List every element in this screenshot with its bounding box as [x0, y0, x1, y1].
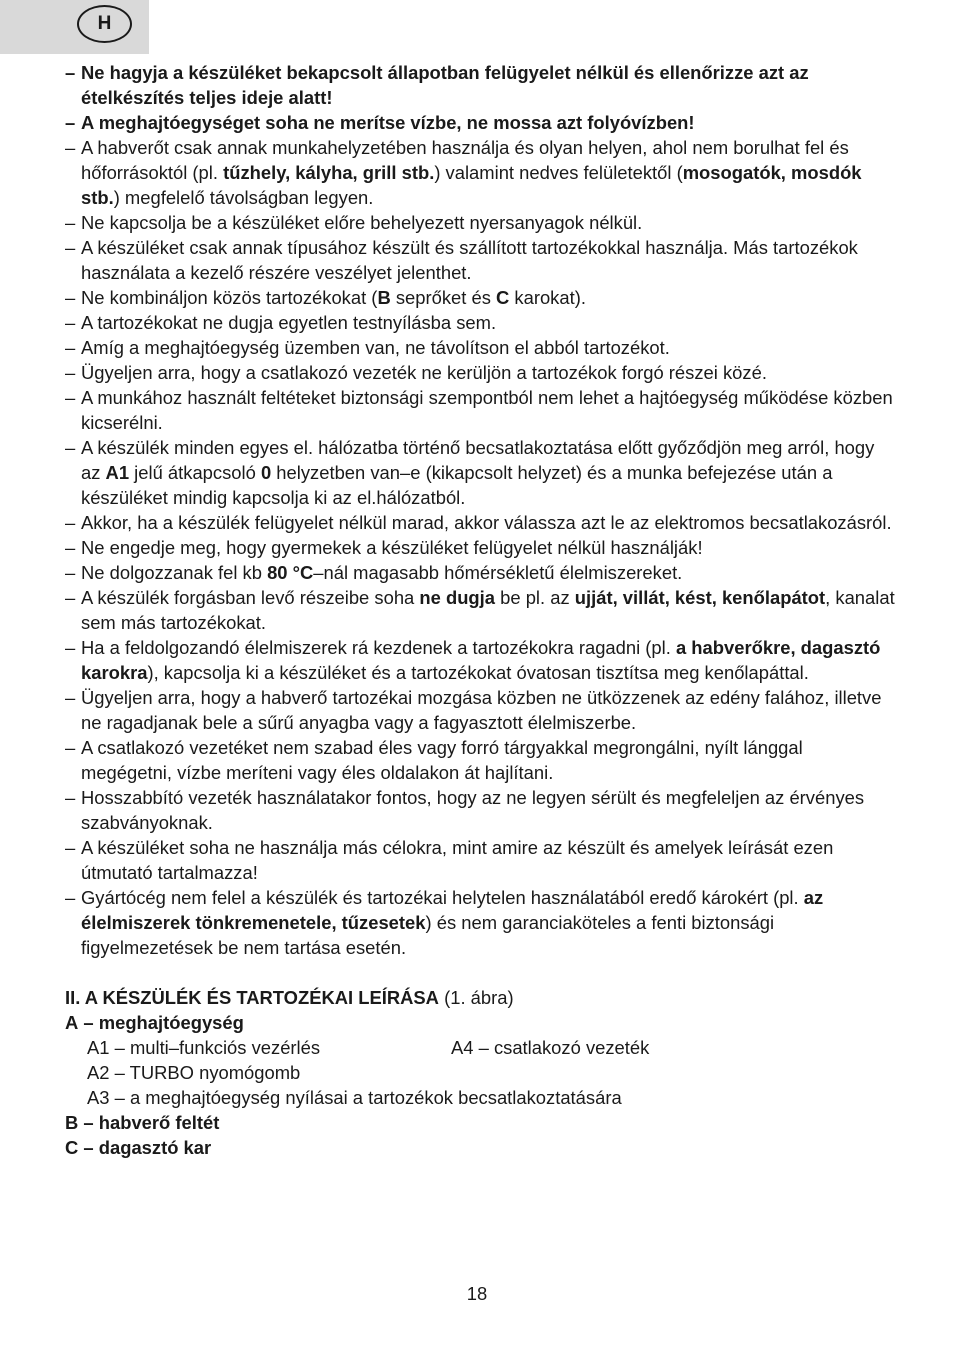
warning-text: jelű átkapcsoló [129, 462, 261, 483]
part-b-label: B [65, 1112, 79, 1133]
warning-text: ), kapcsolja ki a készüléket és a tartozékokat óvatosan tisztítsa meg kenőlapáttal. [147, 662, 809, 683]
bullet-dash: – [65, 887, 76, 908]
bullet-dash: – [65, 437, 76, 458]
bullet-dash: – [65, 587, 76, 608]
warning-item [65, 310, 895, 335]
bullet-dash: – [65, 537, 76, 558]
warning-text: karokat). [509, 287, 586, 308]
warning-emphasis: az élelmiszerek tönkremenetele, tűzesetek [81, 887, 824, 933]
bullet-dash: – [65, 137, 76, 158]
bullet-dash: – [65, 212, 76, 233]
warning-text: Amíg a meghajtóegység üzemben van, ne távolítson el abból tartozékot. [81, 337, 670, 358]
bullet-dash: – [65, 787, 76, 808]
warning-text: A készülék minden egyes el. hálózatba történő becsatlakoztatása előtt győződjön meg arról, hogy az [81, 437, 875, 483]
language-badge: H [77, 5, 132, 43]
warning-emphasis: ne dugja [419, 587, 496, 608]
bullet-dash: – [65, 237, 76, 258]
part-c-row [65, 1135, 895, 1160]
warning-item [65, 135, 895, 210]
bullet-dash: – [65, 337, 76, 358]
warning-item [65, 210, 895, 235]
bullet-dash: – [65, 287, 76, 308]
part-a1: A1 – multi–funkciós vezérlés [87, 1037, 321, 1058]
warning-item [65, 685, 895, 735]
warning-emphasis: mosogatók, mosdók stb. [81, 162, 862, 208]
parts-a1-a4-row [65, 1035, 895, 1060]
warning-text: Ne engedje meg, hogy gyermekek a készüléket felügyelet nélkül használják! [81, 537, 703, 558]
part-a-name: – meghajtóegység [83, 1012, 244, 1033]
warning-text: A készülék forgásban levő részeibe soha [81, 587, 420, 608]
warning-item [65, 60, 895, 110]
warning-emphasis: tűzhely, kályha, grill stb. [223, 162, 435, 183]
warning-item [65, 235, 895, 285]
warning-emphasis: Ne hagyja a készüléket bekapcsolt állapotban felügyelet nélkül és ellenőrizze azt az ételkészítés teljes ideje alatt! [81, 62, 809, 108]
warning-text: , kanalat sem más tartozékokat. [81, 587, 895, 633]
part-a-row [65, 1010, 895, 1035]
part-b-name: – habverő feltét [83, 1112, 220, 1133]
warning-text: A készüléket soha ne használja más célokra, mint amire az készült és amelyek leírását ezen útmutató tartalmazza! [81, 837, 834, 883]
safety-warnings-list [65, 60, 895, 960]
warning-text: ) valamint nedves felületektől ( [434, 162, 683, 183]
warning-text: Ne kombináljon közös tartozékokat ( [81, 287, 378, 308]
bullet-dash: – [65, 637, 76, 658]
warning-emphasis: ujját, villát, kést, kenőlapátot [574, 587, 826, 608]
bullet-dash: – [65, 62, 76, 83]
warning-item [65, 435, 895, 510]
warning-item [65, 785, 895, 835]
warning-item [65, 560, 895, 585]
bullet-dash: – [65, 737, 76, 758]
document-body [65, 60, 895, 1160]
warning-text: A habverőt csak annak munkahelyzetében használja és olyan helyen, ahol nem borulhat fel és hőforrásoktól (pl. [81, 137, 849, 183]
language-tab [0, 0, 149, 54]
warning-text: Ha a feldolgozandó élelmiszerek rá kezdenek a tartozékokra ragadni (pl. [81, 637, 676, 658]
part-a2: A2 – TURBO nyomógomb [87, 1062, 301, 1083]
bullet-dash: – [65, 112, 76, 133]
warning-text: ) és nem garanciaköteles a fenti biztonsági figyelmezetések be nem tartása esetén. [81, 912, 775, 958]
warning-emphasis: 0 [260, 462, 272, 483]
warning-item [65, 735, 895, 785]
warning-emphasis: 80 °C [267, 562, 314, 583]
warning-item [65, 360, 895, 385]
warning-emphasis: a habverőkre, dagasztó karokra [81, 637, 881, 683]
part-b-row [65, 1110, 895, 1135]
part-a3-row [65, 1085, 895, 1110]
figure-reference: (1. ábra) [444, 987, 514, 1008]
warning-text: ) megfelelő távolságban legyen. [113, 187, 374, 208]
bullet-dash: – [65, 512, 76, 533]
bullet-dash: – [65, 387, 76, 408]
warning-item [65, 385, 895, 435]
warning-text: Ne kapcsolja be a készüléket előre behelyezett nyersanyagok nélkül. [81, 212, 643, 233]
part-a3: A3 – a meghajtóegység nyílásai a tartozékok becsatlakoztatására [87, 1087, 622, 1108]
part-a4: A4 – csatlakozó vezeték [451, 1037, 650, 1058]
warning-text: seprőket és [390, 287, 497, 308]
warning-item [65, 635, 895, 685]
part-a2-row [65, 1060, 895, 1085]
warning-item [65, 335, 895, 360]
warning-item [65, 535, 895, 560]
warning-text: Akkor, ha a készülék felügyelet nélkül marad, akkor válassza azt le az elektromos becsatlakozásról. [81, 512, 892, 533]
section-heading [65, 985, 895, 1010]
part-c-label: C [65, 1137, 79, 1158]
warning-text: helyzetben van–e (kikapcsolt helyzet) és a munka befejezése után a készüléket mindig kapcsolja ki az el.hálózatból. [81, 462, 833, 508]
bullet-dash: – [65, 362, 76, 383]
warning-item [65, 835, 895, 885]
section-title: II. A KÉSZÜLÉK ÉS TARTOZÉKAI LEÍRÁSA [65, 987, 439, 1008]
bullet-dash: – [65, 312, 76, 333]
bullet-dash: – [65, 687, 76, 708]
part-a-label: A [65, 1012, 79, 1033]
warning-text: be pl. az [495, 587, 575, 608]
warning-text: –nál magasabb hőmérsékletű élelmiszereket. [313, 562, 683, 583]
warning-text: Ügyeljen arra, hogy a habverő tartozékai mozgása közben ne ütközzenek az edény falához, illetve ne ragadjanak bele a sűrű anyagba vagy a fagyasztott élelmiszerbe. [81, 687, 882, 733]
warning-emphasis: A1 [105, 462, 130, 483]
warning-text: A készüléket csak annak típusához készült és szállított tartozékokkal használja. Más tartozékok használata a kezelő részére veszélyet jelenthet. [81, 237, 858, 283]
warning-text: A munkához használt feltéteket biztonsági szempontból nem lehet a hajtóegység működése közben kicserélni. [81, 387, 893, 433]
bullet-dash: – [65, 562, 76, 583]
warning-emphasis: B [377, 287, 391, 308]
bullet-dash: – [65, 837, 76, 858]
warning-item [65, 885, 895, 960]
part-c-name: – dagasztó kar [83, 1137, 212, 1158]
warning-item [65, 585, 895, 635]
warning-emphasis: C [496, 287, 510, 308]
page-number: 18 [466, 1283, 488, 1304]
warning-text: Hosszabbító vezeték használatakor fontos, hogy az ne legyen sérült és megfeleljen az érvényes szabványoknak. [81, 787, 865, 833]
warning-text: Ügyeljen arra, hogy a csatlakozó vezeték ne kerüljön a tartozékok forgó részei közé. [81, 362, 767, 383]
warning-text: A tartozékokat ne dugja egyetlen testnyílásba sem. [81, 312, 497, 333]
warning-text: Gyártócég nem felel a készülék és tartozékai helytelen használatából eredő károkért (pl. [81, 887, 804, 908]
warning-item [65, 285, 895, 310]
warning-item [65, 110, 895, 135]
warning-text: A csatlakozó vezetéket nem szabad éles vagy forró tárgyakkal megrongálni, nyílt lánggal megégetni, vízbe meríteni vagy éles oldalakon át hajlítani. [81, 737, 803, 783]
warning-text: Ne dolgozzanak fel kb [81, 562, 268, 583]
warning-item [65, 510, 895, 535]
warning-emphasis: A meghajtóegységet soha ne merítse vízbe, ne mossa azt folyóvízben! [81, 112, 695, 133]
